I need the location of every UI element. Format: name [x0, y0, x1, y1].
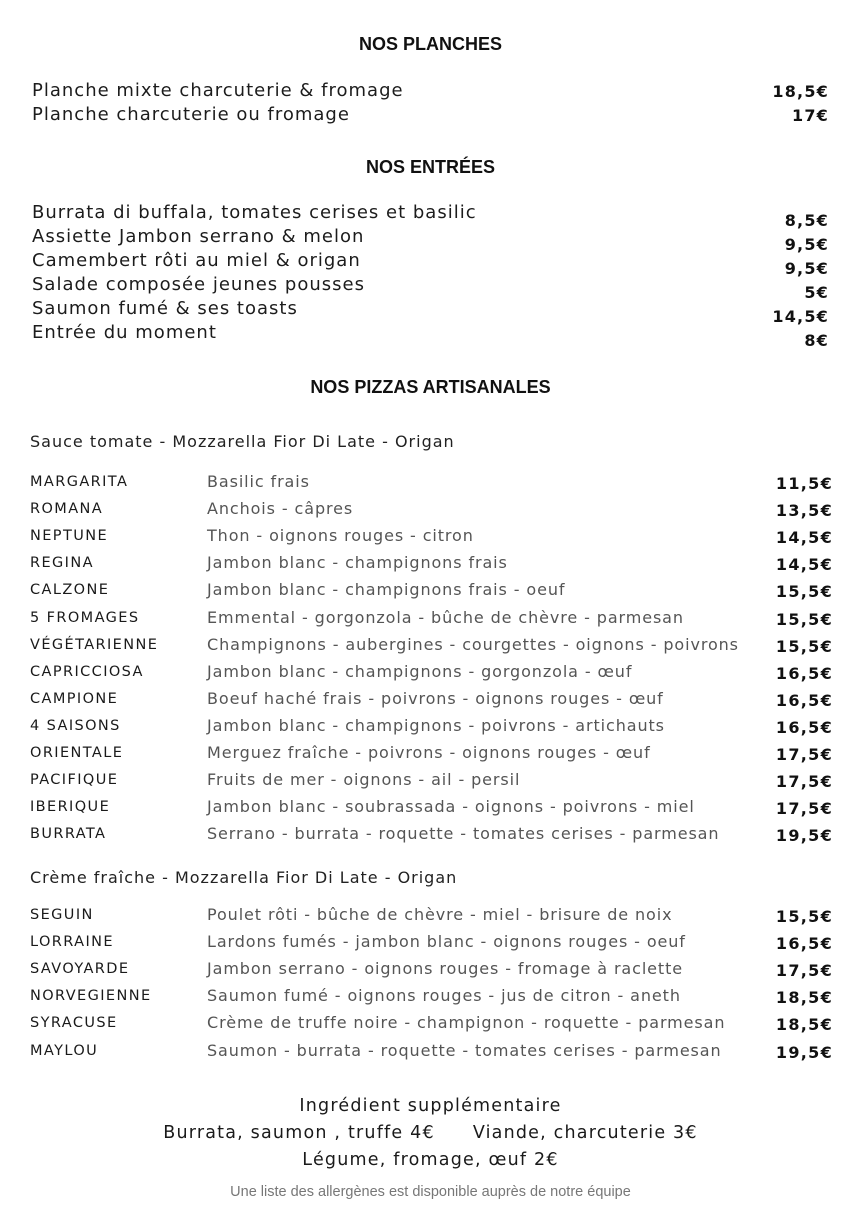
pizzas-heading: NOS PIZZAS ARTISANALES — [310, 377, 551, 397]
pizza-ingredients: Anchois - câpres — [207, 499, 354, 519]
pizza-ingredients: Champignons - aubergines - courgettes - oignons - poivrons — [207, 634, 739, 654]
pizza-name: 4 SAISONS — [30, 717, 121, 734]
planche-item-name: Planche mixte charcuterie & fromage — [32, 80, 404, 101]
pizza-price: 17,5€ — [775, 961, 833, 981]
pizza-row — [0, 745, 861, 772]
pizza-price: 17,5€ — [775, 772, 833, 792]
pizza-row — [0, 688, 861, 718]
planche-item-price: 17€ — [792, 106, 829, 125]
pizza-name: VÉGÉTARIENNE — [30, 636, 159, 653]
pizza-ingredients: Jambon blanc - champignons - gorgonzola - œuf — [207, 661, 633, 681]
entree-item-name: Salade composée jeunes pousses — [32, 274, 365, 295]
pizza-name: LORRAINE — [30, 934, 114, 951]
entrees-heading: NOS ENTRÉES — [365, 157, 496, 177]
pizza-price: 13,5€ — [775, 501, 833, 521]
pizza-row — [0, 961, 861, 988]
entree-item-name: Saumon fumé & ses toasts — [32, 298, 298, 319]
pizza-price: 15,5€ — [775, 609, 833, 629]
pizza-ingredients: Jambon blanc - champignons frais - oeuf — [207, 580, 566, 600]
pizza-name: PACIFIQUE — [30, 772, 119, 789]
pizza-price: 16,5€ — [775, 717, 833, 737]
pizza-name: ORIENTALE — [30, 745, 124, 761]
pizza-name: BURRATA — [30, 826, 107, 843]
pizza-row — [0, 661, 861, 691]
pizza-name: NEPTUNE — [30, 528, 109, 545]
pizza-price: 17,5€ — [775, 799, 833, 819]
pizza-price: 19,5€ — [775, 1042, 833, 1062]
pizza-price: 11,5€ — [775, 474, 833, 493]
entree-item-price: 14,5€ — [772, 307, 829, 326]
pizza-ingredients: Saumon fumé - oignons rouges - jus de citron - aneth — [207, 986, 681, 1006]
pizza-price: 14,5€ — [775, 528, 833, 548]
pizza-price: 18,5€ — [775, 1015, 833, 1035]
pizza-row — [0, 772, 861, 799]
pizza-row — [0, 799, 861, 826]
pizza-name: MARGARITA — [30, 474, 129, 490]
pizza-price: 17,5€ — [775, 745, 833, 764]
entree-item-name: Entrée du moment — [32, 322, 217, 343]
pizza-name: ROMANA — [30, 501, 104, 518]
pizza-name: IBERIQUE — [30, 799, 111, 816]
pizza-row — [0, 474, 861, 501]
pizza-name: SAVOYARDE — [30, 961, 130, 978]
pizza-ingredients: Poulet rôti - bûche de chèvre - miel - brisure de noix — [207, 905, 673, 924]
pizza-name: CALZONE — [30, 582, 110, 599]
pizza-name: 5 FROMAGES — [30, 609, 140, 626]
pizza-ingredients: Merguez fraîche - poivrons - oignons rouges - œuf — [207, 743, 651, 762]
planches-heading: NOS PLANCHES — [358, 34, 502, 54]
pizza-price: 14,5€ — [775, 555, 833, 575]
extras-line-1 — [0, 1123, 861, 1143]
planche-item-price: 18,5€ — [772, 82, 829, 101]
extras-veg: Légume, fromage, œuf 2€ — [302, 1150, 559, 1170]
extras-premium: Burrata, saumon , truffe 4€ — [163, 1123, 435, 1143]
pizza-ingredients: Jambon blanc - soubrassada - oignons - poivrons - miel — [207, 797, 695, 817]
pizza-ingredients: Boeuf haché frais - poivrons - oignons rouges - œuf — [207, 688, 664, 708]
pizza-row — [0, 607, 861, 637]
pizza-price: 15,5€ — [775, 582, 833, 602]
entree-item-price: 8€ — [804, 331, 829, 350]
pizza-price: 16,5€ — [775, 934, 833, 954]
pizza-ingredients: Fruits de mer - oignons - ail - persil — [207, 770, 521, 790]
entree-item-name: Camembert rôti au miel & origan — [32, 250, 361, 271]
pizza-row — [0, 988, 861, 1015]
pizza-ingredients: Jambon serrano - oignons rouges - fromage à raclette — [207, 959, 684, 979]
pizza-ingredients: Thon - oignons rouges - citron — [207, 526, 474, 546]
entree-item-price: 9,5€ — [784, 259, 829, 278]
pizza-ingredients: Emmental - gorgonzola - bûche de chèvre - parmesan — [207, 607, 684, 627]
pizza-name: SYRACUSE — [30, 1015, 118, 1032]
allergen-note: Une liste des allergènes est disponible auprès de notre équipe — [230, 1184, 631, 1200]
pizza-row — [0, 1015, 861, 1042]
pizza-row — [0, 501, 861, 528]
entree-item-price: 5€ — [804, 283, 829, 302]
pizza-name: CAMPIONE — [30, 690, 119, 707]
extras-title: Ingrédient supplémentaire — [299, 1096, 562, 1116]
pizza-name: SEGUIN — [30, 907, 94, 923]
pizza-price: 18,5€ — [775, 988, 833, 1008]
pizza-row — [0, 528, 861, 555]
cream-base-label: Crème fraîche - Mozzarella Fior Di Late - Origan — [30, 868, 458, 887]
pizza-row — [0, 634, 861, 664]
entree-item-price: 9,5€ — [784, 235, 829, 254]
pizza-price: 15,5€ — [775, 636, 833, 656]
pizza-name: CAPRICCIOSA — [30, 663, 144, 680]
pizza-name: MAYLOU — [30, 1042, 99, 1059]
pizza-row — [0, 934, 861, 961]
tomato-base-label: Sauce tomate - Mozzarella Fior Di Late - Origan — [30, 432, 455, 451]
pizza-price: 19,5€ — [775, 826, 833, 846]
extras-meat: Viande, charcuterie 3€ — [472, 1123, 698, 1143]
pizza-ingredients: Jambon blanc - champignons frais — [207, 553, 508, 573]
pizza-price: 15,5€ — [775, 907, 833, 926]
pizza-row — [0, 907, 861, 934]
pizza-ingredients: Basilic frais — [207, 472, 310, 491]
pizza-ingredients: Crème de truffe noire - champignon - roquette - parmesan — [207, 1013, 726, 1033]
pizza-ingredients: Lardons fumés - jambon blanc - oignons rouges - oeuf — [207, 932, 686, 952]
entree-item-name: Assiette Jambon serrano & melon — [32, 226, 365, 247]
pizza-price: 16,5€ — [775, 663, 833, 683]
pizza-row — [0, 555, 861, 582]
pizza-row — [0, 826, 861, 853]
entree-item-price: 8,5€ — [784, 211, 829, 230]
pizza-row — [0, 582, 861, 609]
pizza-price: 16,5€ — [775, 690, 833, 710]
pizza-row — [0, 715, 861, 745]
planche-item-name: Planche charcuterie ou fromage — [32, 104, 350, 125]
entree-item-name: Burrata di buffala, tomates cerises et basilic — [32, 202, 477, 223]
pizza-ingredients: Serrano - burrata - roquette - tomates cerises - parmesan — [207, 824, 720, 844]
pizza-name: REGINA — [30, 555, 94, 572]
pizza-row — [0, 1040, 861, 1070]
pizza-name: NORVEGIENNE — [30, 988, 152, 1005]
pizza-ingredients: Saumon - burrata - roquette - tomates cerises - parmesan — [207, 1040, 722, 1060]
pizza-ingredients: Jambon blanc - champignons - poivrons - artichauts — [207, 715, 665, 735]
